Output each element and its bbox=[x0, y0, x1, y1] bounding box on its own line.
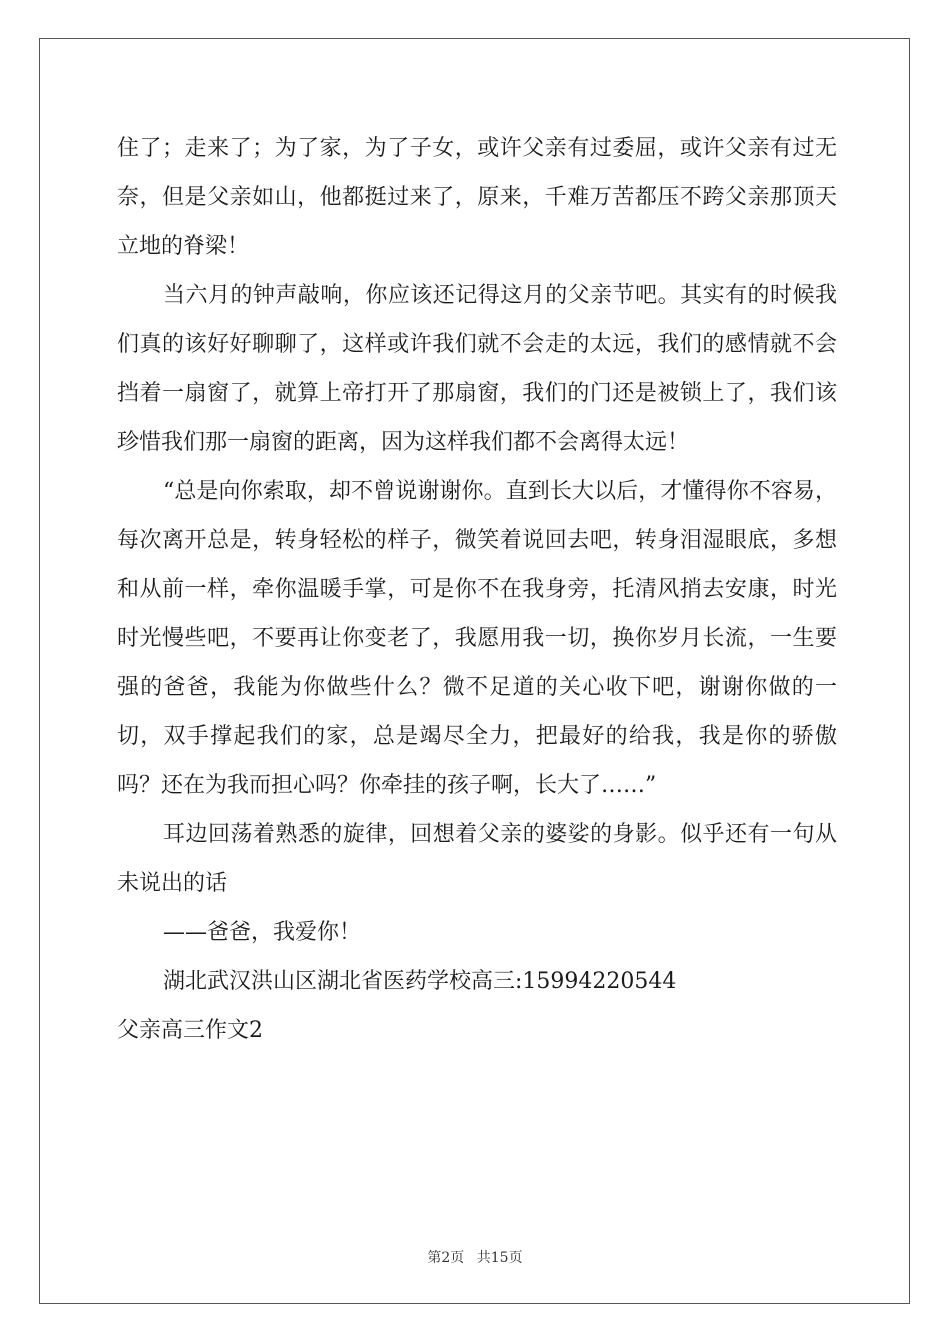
page-total: 共15页 bbox=[476, 1250, 523, 1266]
paragraph: 住了；走来了；为了家，为了子女，或许父亲有过委屈，或许父亲有过无奈，但是父亲如山，他都挺过来了，原来，千难万苦都压不跨父亲那顶天立地的脊梁！ bbox=[117, 136, 837, 259]
paragraph: 耳边回荡着熟悉的旋律，回想着父亲的婆娑的身影。似乎还有一句从未说出的话 bbox=[117, 822, 837, 896]
paragraph: 当六月的钟声敲响，你应该还记得这月的父亲节吧。其实有的时候我们真的该好好聊聊了，这样或许我们就不会走的太远，我们的感情就不会挡着一扇窗了，就算上帝打开了那扇窗，我们的门还是被锁上了，我们该珍惜我们那一扇窗的距离，因为这样我们都不会离得太远！ bbox=[117, 283, 837, 455]
paragraph: ——爸爸，我爱你！ bbox=[163, 920, 362, 945]
paragraph: “总是向你索取，却不曾说谢谢你。直到长大以后，才懂得你不容易，每次离开总是，转身轻松的样子，微笑着说回去吧，转身泪湿眼底，多想和从前一样，牵你温暖手掌，可是你不在我身旁，托清风捎去安康，时光时光慢些吧，不要再让你变老了，我愿用我一切，换你岁月长流，一生要强的爸爸，我能为你做些什么？微不足道的关心收下吧，谢谢你做的一切，双手撑起我们的家，总是竭尽全力，把最好的给我，我是你的骄傲吗？还在为我而担心吗？你牵挂的孩子啊，长大了……” bbox=[117, 479, 837, 798]
section-heading: 父亲高三作文2 bbox=[117, 1018, 263, 1043]
paragraph: 湖北武汉洪山区湖北省医药学校高三:15994220544 bbox=[163, 969, 677, 994]
page-footer bbox=[0, 1247, 950, 1267]
page-number: 第2页 bbox=[427, 1250, 465, 1266]
document-body bbox=[117, 124, 837, 1055]
